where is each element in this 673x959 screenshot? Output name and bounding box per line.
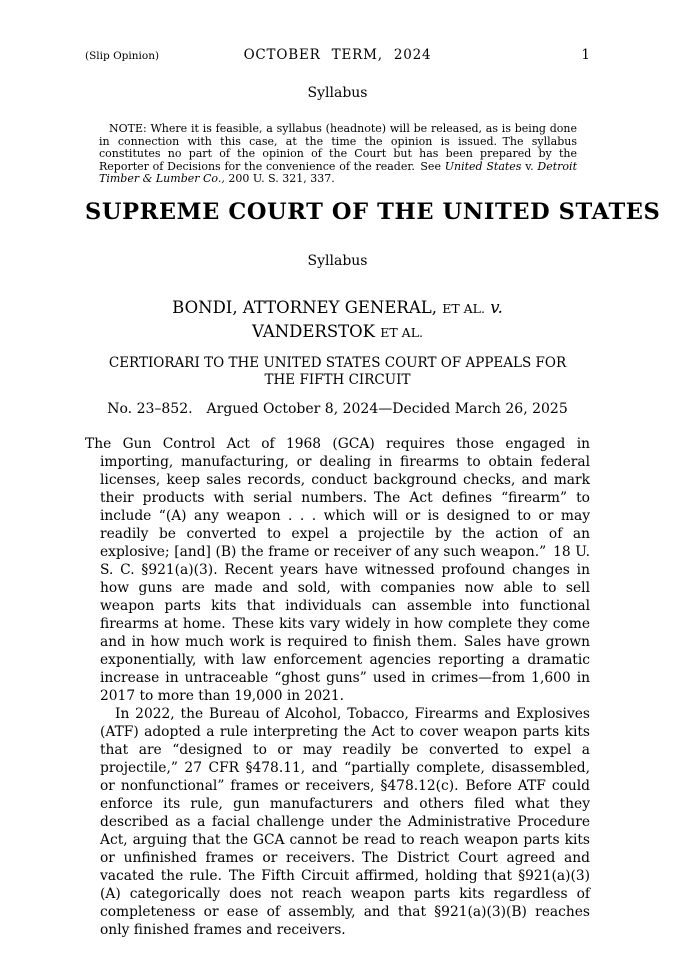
headnote-cite-versus: v.	[521, 159, 538, 173]
headnote-cite-case-2: Detroit Timber & Lumber Co.,	[99, 159, 577, 186]
case-respondent: VANDERSTOK	[251, 321, 375, 341]
headnote-cite-reporter: 200 U. S. 321, 337.	[224, 172, 335, 186]
case-respondent-et-al: ET AL.	[380, 324, 423, 340]
certiorari-heading: CERTIORARI TO THE UNITED STATES COURT OF APPEALS FOR THE FIFTH CIRCUIT	[108, 354, 567, 388]
term-heading: OCTOBER TERM, 2024	[243, 47, 432, 63]
case-versus: v.	[490, 297, 503, 317]
syllabus-label-top: Syllabus	[307, 85, 368, 101]
syllabus-body	[85, 435, 590, 939]
reporter-headnote	[99, 123, 577, 186]
case-title	[85, 296, 590, 344]
headnote-cite-case-1: United States	[444, 159, 522, 173]
syllabus-paragraph-2: In 2022, the Bureau of Alcohol, Tobacco, Firearms and Explosives (ATF) adopted a rule interpreting the Act to cover weapon parts kits that are “designed to or may readily be converted to expel a projectile,” 27 CFR §478.11, and “partially complete, disassembled, or nonfunctional” frames or receivers, §478.12(c). Before ATF could enforce its rule, gun manufacturers and others filed what they described as a facial challenge under the Administrative Procedure Act, arguing that the GCA cannot be read to reach weapon parts kits or unfinished frames or receivers. The District Court agreed and vacated the rule. The Fifth Circuit affirmed, holding that §921(a)(3)(A) categorically does not reach weapon parts kits regardless of completeness or ease of assembly, and that §921(a)(3)(B) reaches only finished frames and receivers.	[100, 705, 590, 938]
docket-argued-decided-line: No. 23–852. Argued October 8, 2024—Decided March 26, 2025	[107, 400, 568, 417]
slip-opinion-note: (Slip Opinion)	[85, 50, 160, 62]
case-petitioner: BONDI, ATTORNEY GENERAL,	[172, 297, 437, 317]
running-head	[85, 48, 590, 63]
syllabus-label-mid: Syllabus	[307, 252, 368, 269]
headnote-text: NOTE: Where it is feasible, a syllabus (headnote) will be released, as is being done in connection with this case, at the time the opinion is issued. The syllabus constitutes no part of the opinion of the Court but has been prepared by the Reporter of Decisions for the convenience of the reader. See	[99, 122, 577, 173]
case-petitioner-et-al: ET AL.	[442, 300, 485, 316]
syllabus-paragraph-1: The Gun Control Act of 1968 (GCA) requires those engaged in importing, manufacturing, or dealing in firearms to obtain federal licenses, keep sales records, conduct background checks, and mark their products with serial numbers. The Act defines “firearm” to include “(A) any weapon . . . which will or is designed to or may readily be converted to expel a projectile by the action of an explosive; [and] (B) the frame or receiver of any such weapon.” 18 U. S. C. §921(a)(3). Recent years have witnessed profound changes in how guns are made and sold, with companies now able to sell weapon parts kits that individuals can assemble into functional firearms at home. These kits vary widely in how complete they come and in how much work is required to finish them. Sales have grown exponentially, with law enforcement agencies reporting a dramatic increase in untraceable “ghost guns” used in crimes—from 1,600 in 2017 to more than 19,000 in 2021.	[85, 435, 590, 704]
page-number: 1	[581, 47, 591, 63]
court-name-title: SUPREME COURT OF THE UNITED STATES	[85, 198, 661, 225]
